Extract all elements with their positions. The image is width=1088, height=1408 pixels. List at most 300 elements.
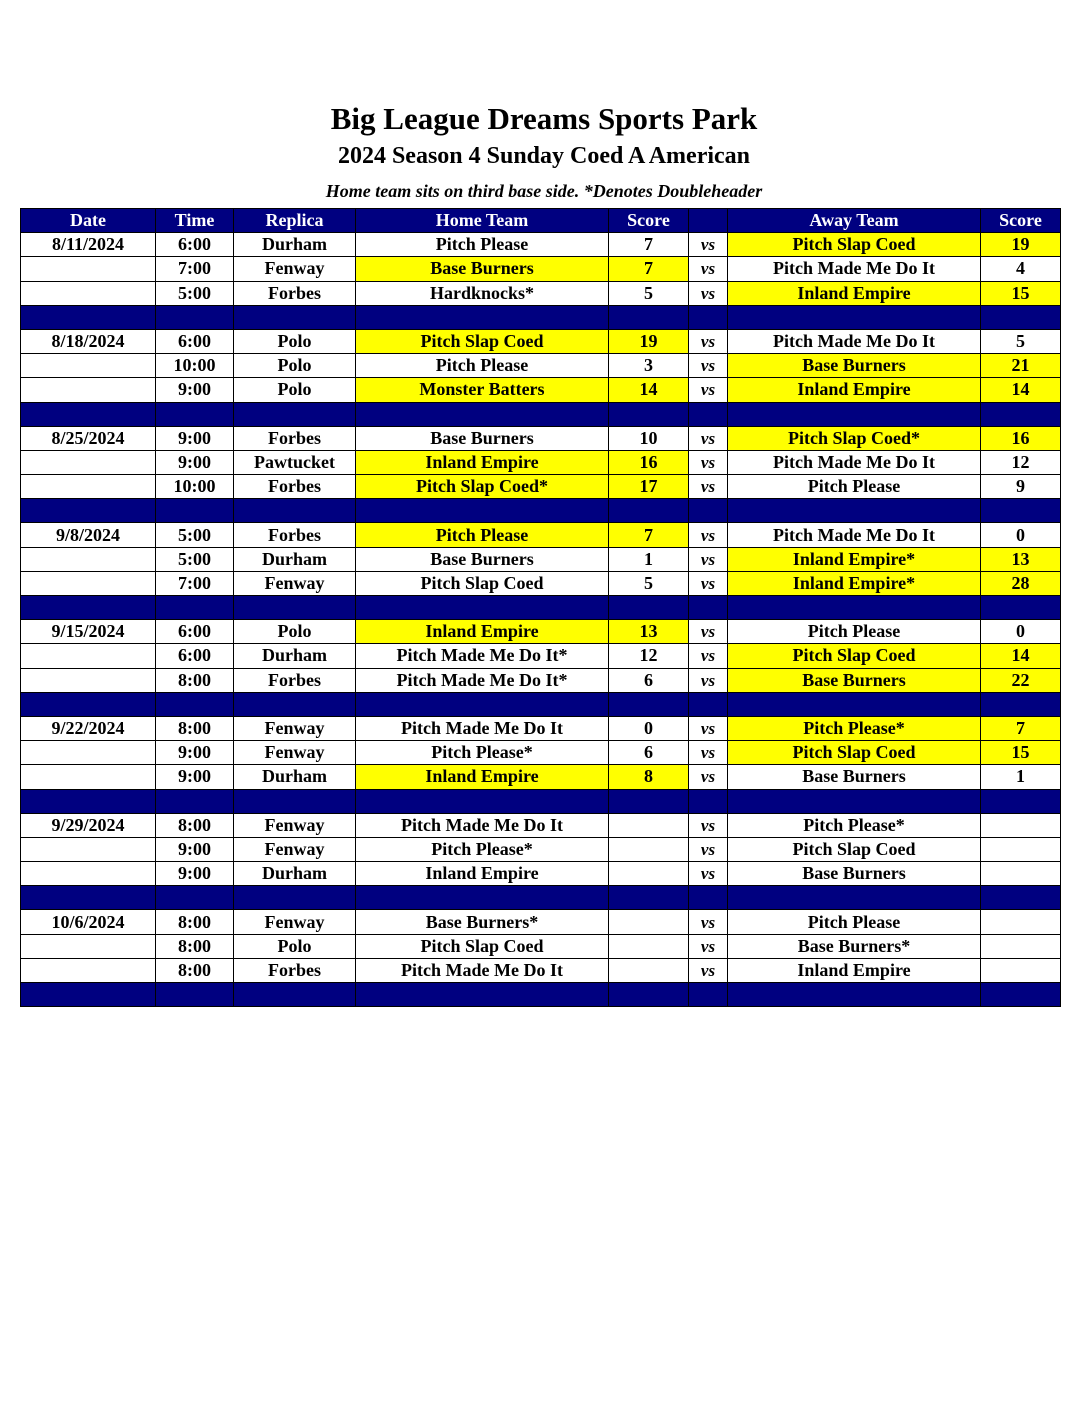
date-cell: 9/29/2024 (21, 813, 156, 837)
away-score-cell: 4 (981, 257, 1061, 281)
header-date: Date (21, 209, 156, 233)
away-team-cell: Base Burners (728, 354, 981, 378)
date-cell: 9/8/2024 (21, 523, 156, 547)
separator-cell (728, 886, 981, 910)
away-team-cell: Pitch Please (728, 475, 981, 499)
separator-cell (728, 789, 981, 813)
replica-cell: Durham (234, 765, 356, 789)
away-score-cell: 9 (981, 475, 1061, 499)
table-row (21, 644, 1061, 668)
away-score-cell: 7 (981, 716, 1061, 740)
date-cell (21, 741, 156, 765)
separator-cell (234, 886, 356, 910)
away-team-cell: Base Burners (728, 668, 981, 692)
away-team-cell: Pitch Slap Coed* (728, 426, 981, 450)
separator-cell (689, 983, 728, 1007)
week-separator-row (21, 692, 1061, 716)
time-cell: 6:00 (156, 644, 234, 668)
away-team-cell: Pitch Made Me Do It (728, 523, 981, 547)
home-score-cell: 6 (609, 741, 689, 765)
table-row (21, 450, 1061, 474)
week-separator-row (21, 886, 1061, 910)
home-score-cell: 7 (609, 233, 689, 257)
header-home-score: Score (609, 209, 689, 233)
home-score-cell: 17 (609, 475, 689, 499)
time-cell: 6:00 (156, 233, 234, 257)
table-row (21, 837, 1061, 861)
vs-cell: vs (689, 765, 728, 789)
time-cell: 10:00 (156, 354, 234, 378)
time-cell: 10:00 (156, 475, 234, 499)
separator-cell (689, 692, 728, 716)
home-team-cell: Pitch Slap Coed* (356, 475, 609, 499)
separator-cell (234, 402, 356, 426)
date-cell (21, 450, 156, 474)
time-cell: 9:00 (156, 450, 234, 474)
home-team-cell: Pitch Made Me Do It* (356, 668, 609, 692)
header-away-score: Score (981, 209, 1061, 233)
separator-cell (981, 402, 1061, 426)
away-team-cell: Pitch Slap Coed (728, 644, 981, 668)
time-cell: 8:00 (156, 668, 234, 692)
page-title: Big League Dreams Sports Park (330, 101, 758, 136)
vs-cell: vs (689, 329, 728, 353)
vs-cell: vs (689, 426, 728, 450)
away-score-cell: 13 (981, 547, 1061, 571)
away-team-cell: Inland Empire* (728, 571, 981, 595)
week-separator-row (21, 402, 1061, 426)
home-team-cell: Pitch Slap Coed (356, 934, 609, 958)
home-score-cell: 13 (609, 620, 689, 644)
table-row (21, 934, 1061, 958)
home-score-cell: 1 (609, 547, 689, 571)
date-cell (21, 668, 156, 692)
vs-cell: vs (689, 958, 728, 982)
home-team-cell: Base Burners (356, 547, 609, 571)
time-cell: 8:00 (156, 934, 234, 958)
away-score-cell: 15 (981, 741, 1061, 765)
date-cell (21, 571, 156, 595)
vs-cell: vs (689, 354, 728, 378)
separator-cell (609, 596, 689, 620)
week-separator-row (21, 983, 1061, 1007)
time-cell: 7:00 (156, 571, 234, 595)
date-cell (21, 281, 156, 305)
replica-cell: Forbes (234, 958, 356, 982)
time-cell: 9:00 (156, 765, 234, 789)
home-team-cell: Inland Empire (356, 450, 609, 474)
home-score-cell (609, 910, 689, 934)
date-cell (21, 547, 156, 571)
table-row (21, 716, 1061, 740)
separator-cell (156, 692, 234, 716)
vs-cell: vs (689, 862, 728, 886)
replica-cell: Fenway (234, 257, 356, 281)
separator-cell (356, 789, 609, 813)
separator-cell (21, 886, 156, 910)
time-cell: 9:00 (156, 862, 234, 886)
home-team-cell: Pitch Please (356, 523, 609, 547)
home-score-cell: 7 (609, 523, 689, 547)
home-score-cell (609, 862, 689, 886)
away-team-cell: Pitch Slap Coed (728, 233, 981, 257)
separator-cell (728, 983, 981, 1007)
separator-cell (356, 983, 609, 1007)
date-cell: 8/18/2024 (21, 329, 156, 353)
away-team-cell: Base Burners (728, 862, 981, 886)
away-score-cell (981, 910, 1061, 934)
vs-cell: vs (689, 571, 728, 595)
time-cell: 8:00 (156, 958, 234, 982)
home-score-cell (609, 837, 689, 861)
time-cell: 9:00 (156, 378, 234, 402)
home-team-cell: Monster Batters (356, 378, 609, 402)
replica-cell: Forbes (234, 426, 356, 450)
vs-cell: vs (689, 523, 728, 547)
vs-cell: vs (689, 934, 728, 958)
home-team-cell: Pitch Please* (356, 837, 609, 861)
week-separator-row (21, 789, 1061, 813)
separator-cell (609, 499, 689, 523)
separator-cell (234, 596, 356, 620)
replica-cell: Durham (234, 644, 356, 668)
time-cell: 7:00 (156, 257, 234, 281)
separator-cell (156, 499, 234, 523)
time-cell: 8:00 (156, 813, 234, 837)
away-team-cell: Inland Empire (728, 958, 981, 982)
separator-cell (356, 596, 609, 620)
away-team-cell: Pitch Please (728, 910, 981, 934)
away-score-cell: 19 (981, 233, 1061, 257)
date-cell (21, 354, 156, 378)
home-team-cell: Inland Empire (356, 765, 609, 789)
replica-cell: Durham (234, 547, 356, 571)
time-cell: 5:00 (156, 523, 234, 547)
away-score-cell: 28 (981, 571, 1061, 595)
date-cell: 10/6/2024 (21, 910, 156, 934)
vs-cell: vs (689, 378, 728, 402)
vs-cell: vs (689, 475, 728, 499)
away-score-cell: 1 (981, 765, 1061, 789)
week-separator-row (21, 596, 1061, 620)
separator-cell (981, 983, 1061, 1007)
home-score-cell: 12 (609, 644, 689, 668)
home-team-cell: Inland Empire (356, 620, 609, 644)
home-score-cell: 3 (609, 354, 689, 378)
replica-cell: Forbes (234, 668, 356, 692)
vs-cell: vs (689, 547, 728, 571)
home-team-cell: Pitch Slap Coed (356, 571, 609, 595)
away-score-cell: 22 (981, 668, 1061, 692)
separator-cell (609, 886, 689, 910)
time-cell: 9:00 (156, 741, 234, 765)
away-team-cell: Pitch Please* (728, 716, 981, 740)
separator-cell (981, 499, 1061, 523)
date-cell (21, 958, 156, 982)
away-team-cell: Pitch Made Me Do It (728, 329, 981, 353)
date-cell (21, 475, 156, 499)
away-team-cell: Pitch Slap Coed (728, 837, 981, 861)
away-team-cell: Inland Empire (728, 378, 981, 402)
vs-cell: vs (689, 233, 728, 257)
header-replica: Replica (234, 209, 356, 233)
home-team-cell: Base Burners* (356, 910, 609, 934)
separator-cell (356, 305, 609, 329)
separator-cell (689, 305, 728, 329)
date-cell (21, 862, 156, 886)
separator-cell (728, 499, 981, 523)
table-row (21, 354, 1061, 378)
replica-cell: Durham (234, 233, 356, 257)
separator-cell (21, 305, 156, 329)
separator-cell (728, 692, 981, 716)
separator-cell (609, 402, 689, 426)
replica-cell: Fenway (234, 813, 356, 837)
home-score-cell (609, 958, 689, 982)
table-row (21, 571, 1061, 595)
away-score-cell: 0 (981, 620, 1061, 644)
vs-cell: vs (689, 620, 728, 644)
home-team-cell: Pitch Slap Coed (356, 329, 609, 353)
separator-cell (981, 789, 1061, 813)
separator-cell (689, 402, 728, 426)
table-row (21, 813, 1061, 837)
away-team-cell: Pitch Please (728, 620, 981, 644)
away-team-cell: Inland Empire (728, 281, 981, 305)
time-cell: 6:00 (156, 620, 234, 644)
date-cell (21, 644, 156, 668)
time-cell: 5:00 (156, 281, 234, 305)
separator-cell (21, 789, 156, 813)
separator-cell (728, 402, 981, 426)
date-cell (21, 257, 156, 281)
vs-cell: vs (689, 450, 728, 474)
time-cell: 6:00 (156, 329, 234, 353)
replica-cell: Fenway (234, 741, 356, 765)
home-team-cell: Base Burners (356, 257, 609, 281)
away-score-cell: 12 (981, 450, 1061, 474)
replica-cell: Fenway (234, 571, 356, 595)
away-score-cell: 14 (981, 378, 1061, 402)
page-subtitle: 2024 Season 4 Sunday Coed A American (337, 143, 751, 169)
replica-cell: Forbes (234, 281, 356, 305)
away-score-cell (981, 958, 1061, 982)
separator-cell (609, 789, 689, 813)
schedule-note: Home team sits on third base side. *Denotes Doubleheader (325, 181, 763, 201)
separator-cell (609, 305, 689, 329)
table-row (21, 547, 1061, 571)
schedule-table (20, 208, 1061, 1007)
time-cell: 9:00 (156, 837, 234, 861)
table-row (21, 910, 1061, 934)
home-score-cell: 8 (609, 765, 689, 789)
home-score-cell: 14 (609, 378, 689, 402)
replica-cell: Polo (234, 378, 356, 402)
separator-cell (156, 983, 234, 1007)
away-team-cell: Base Burners* (728, 934, 981, 958)
separator-cell (234, 692, 356, 716)
date-cell: 8/25/2024 (21, 426, 156, 450)
replica-cell: Forbes (234, 475, 356, 499)
header-time: Time (156, 209, 234, 233)
home-score-cell: 6 (609, 668, 689, 692)
separator-cell (234, 789, 356, 813)
separator-cell (156, 305, 234, 329)
home-score-cell (609, 813, 689, 837)
header-away-team: Away Team (728, 209, 981, 233)
away-score-cell (981, 934, 1061, 958)
separator-cell (689, 789, 728, 813)
replica-cell: Pawtucket (234, 450, 356, 474)
separator-cell (609, 692, 689, 716)
replica-cell: Polo (234, 329, 356, 353)
home-team-cell: Pitch Please (356, 233, 609, 257)
time-cell: 9:00 (156, 426, 234, 450)
table-row (21, 281, 1061, 305)
separator-cell (356, 499, 609, 523)
week-separator-row (21, 499, 1061, 523)
separator-cell (21, 692, 156, 716)
separator-cell (156, 886, 234, 910)
table-row (21, 378, 1061, 402)
separator-cell (689, 886, 728, 910)
vs-cell: vs (689, 281, 728, 305)
vs-cell: vs (689, 837, 728, 861)
separator-cell (728, 596, 981, 620)
replica-cell: Forbes (234, 523, 356, 547)
away-team-cell: Pitch Slap Coed (728, 741, 981, 765)
date-cell: 9/22/2024 (21, 716, 156, 740)
table-row (21, 668, 1061, 692)
home-team-cell: Inland Empire (356, 862, 609, 886)
separator-cell (728, 305, 981, 329)
vs-cell: vs (689, 813, 728, 837)
header-vs (689, 209, 728, 233)
separator-cell (156, 789, 234, 813)
date-cell (21, 837, 156, 861)
home-team-cell: Pitch Please* (356, 741, 609, 765)
away-score-cell: 0 (981, 523, 1061, 547)
table-row (21, 329, 1061, 353)
separator-cell (356, 886, 609, 910)
home-score-cell: 5 (609, 281, 689, 305)
home-team-cell: Pitch Made Me Do It* (356, 644, 609, 668)
header-home-team: Home Team (356, 209, 609, 233)
away-score-cell: 14 (981, 644, 1061, 668)
table-row (21, 257, 1061, 281)
table-row (21, 233, 1061, 257)
home-score-cell: 19 (609, 329, 689, 353)
table-row (21, 426, 1061, 450)
home-team-cell: Base Burners (356, 426, 609, 450)
time-cell: 5:00 (156, 547, 234, 571)
separator-cell (981, 692, 1061, 716)
separator-cell (21, 596, 156, 620)
table-row (21, 765, 1061, 789)
vs-cell: vs (689, 257, 728, 281)
time-cell: 8:00 (156, 716, 234, 740)
separator-cell (356, 692, 609, 716)
separator-cell (234, 499, 356, 523)
week-separator-row (21, 305, 1061, 329)
home-score-cell: 0 (609, 716, 689, 740)
replica-cell: Polo (234, 354, 356, 378)
table-row (21, 741, 1061, 765)
replica-cell: Fenway (234, 716, 356, 740)
date-cell: 8/11/2024 (21, 233, 156, 257)
away-score-cell (981, 813, 1061, 837)
separator-cell (689, 499, 728, 523)
separator-cell (981, 305, 1061, 329)
separator-cell (609, 983, 689, 1007)
separator-cell (156, 596, 234, 620)
date-cell (21, 378, 156, 402)
vs-cell: vs (689, 741, 728, 765)
home-score-cell (609, 934, 689, 958)
table-row (21, 475, 1061, 499)
replica-cell: Polo (234, 620, 356, 644)
date-cell: 9/15/2024 (21, 620, 156, 644)
separator-cell (981, 886, 1061, 910)
table-row (21, 958, 1061, 982)
home-score-cell: 5 (609, 571, 689, 595)
home-score-cell: 10 (609, 426, 689, 450)
away-team-cell: Base Burners (728, 765, 981, 789)
away-score-cell: 21 (981, 354, 1061, 378)
away-team-cell: Pitch Made Me Do It (728, 450, 981, 474)
away-score-cell: 5 (981, 329, 1061, 353)
separator-cell (21, 983, 156, 1007)
home-team-cell: Pitch Made Me Do It (356, 716, 609, 740)
time-cell: 8:00 (156, 910, 234, 934)
separator-cell (234, 983, 356, 1007)
table-row (21, 862, 1061, 886)
separator-cell (21, 402, 156, 426)
table-row (21, 620, 1061, 644)
home-team-cell: Hardknocks* (356, 281, 609, 305)
away-team-cell: Inland Empire* (728, 547, 981, 571)
vs-cell: vs (689, 716, 728, 740)
separator-cell (981, 596, 1061, 620)
home-score-cell: 7 (609, 257, 689, 281)
separator-cell (234, 305, 356, 329)
date-cell (21, 934, 156, 958)
home-team-cell: Pitch Made Me Do It (356, 813, 609, 837)
replica-cell: Polo (234, 934, 356, 958)
away-score-cell: 16 (981, 426, 1061, 450)
replica-cell: Fenway (234, 910, 356, 934)
away-team-cell: Pitch Made Me Do It (728, 257, 981, 281)
away-score-cell (981, 862, 1061, 886)
vs-cell: vs (689, 644, 728, 668)
replica-cell: Fenway (234, 837, 356, 861)
table-header-row (21, 209, 1061, 233)
date-cell (21, 765, 156, 789)
separator-cell (356, 402, 609, 426)
home-team-cell: Pitch Made Me Do It (356, 958, 609, 982)
separator-cell (21, 499, 156, 523)
table-row (21, 523, 1061, 547)
vs-cell: vs (689, 910, 728, 934)
replica-cell: Durham (234, 862, 356, 886)
vs-cell: vs (689, 668, 728, 692)
away-score-cell (981, 837, 1061, 861)
home-score-cell: 16 (609, 450, 689, 474)
away-score-cell: 15 (981, 281, 1061, 305)
away-team-cell: Pitch Please* (728, 813, 981, 837)
separator-cell (156, 402, 234, 426)
separator-cell (689, 596, 728, 620)
